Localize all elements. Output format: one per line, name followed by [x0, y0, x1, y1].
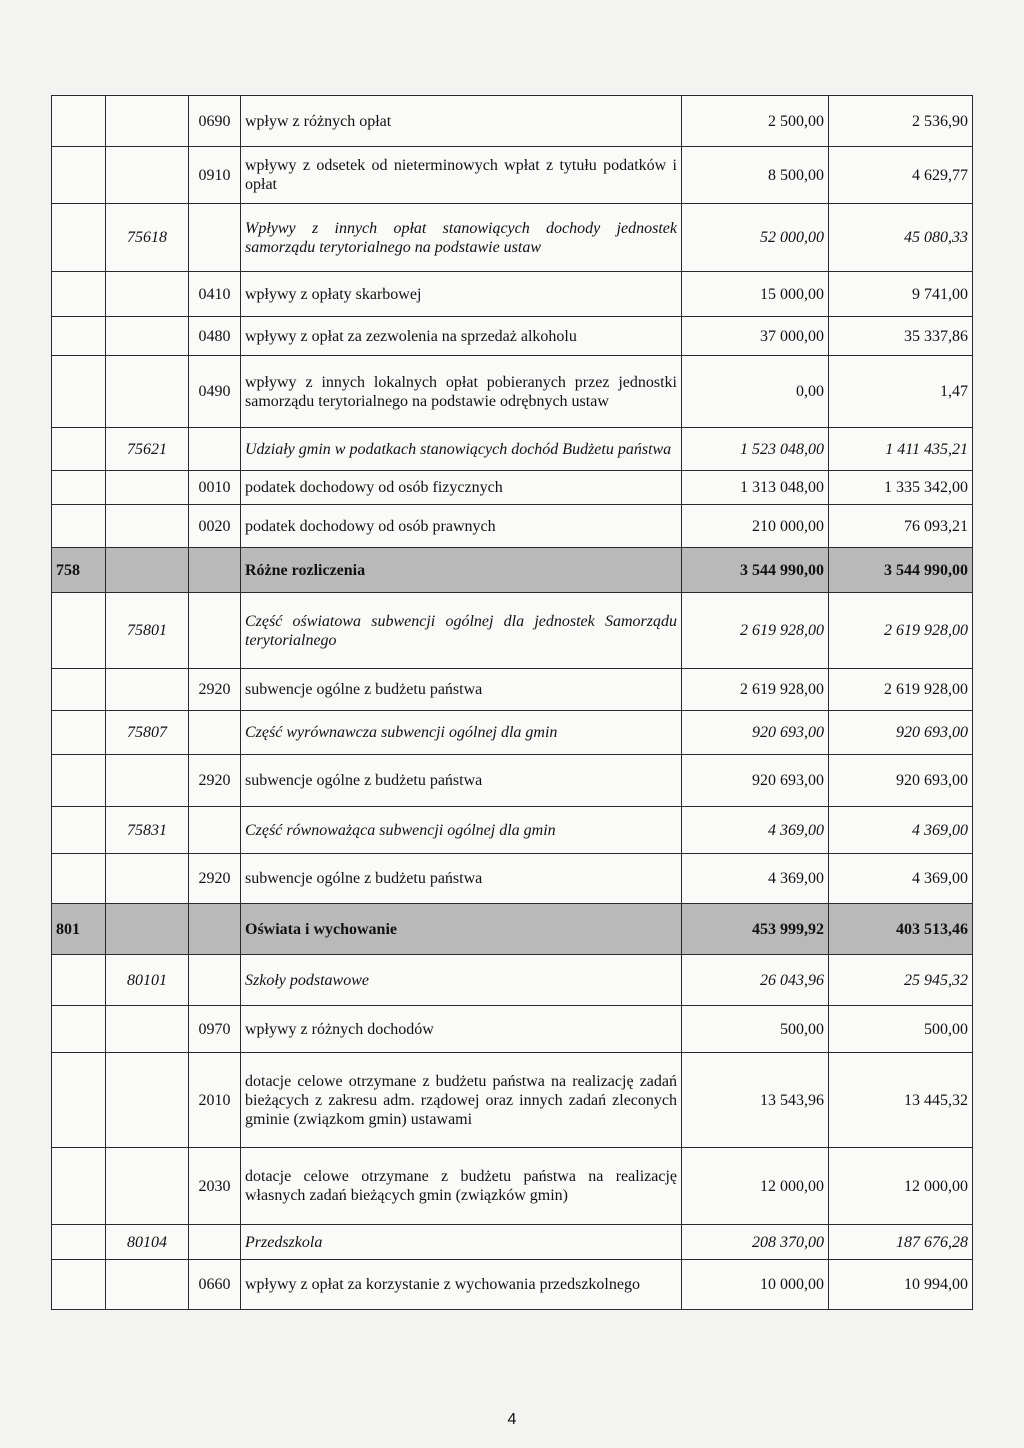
rozdzial-cell	[106, 1148, 189, 1225]
dzial-cell	[52, 1260, 106, 1310]
plan-cell: 0,00	[682, 356, 829, 428]
table-row	[52, 204, 973, 272]
description-cell: wpływ z różnych opłat	[241, 96, 682, 147]
paragraf-cell: 0910	[189, 147, 241, 204]
description-cell: wpływy z odsetek od nieterminowych wpłat z tytułu podatków i opłat	[241, 147, 682, 204]
plan-cell: 8 500,00	[682, 147, 829, 204]
description-cell: wpływy z opłat za zezwolenia na sprzedaż alkoholu	[241, 317, 682, 356]
paragraf-cell: 2920	[189, 669, 241, 711]
plan-cell: 208 370,00	[682, 1225, 829, 1260]
rozdzial-cell	[106, 755, 189, 807]
execution-cell: 10 994,00	[829, 1260, 973, 1310]
dzial-cell	[52, 471, 106, 505]
paragraf-cell	[189, 1225, 241, 1260]
rozdzial-cell	[106, 505, 189, 548]
dzial-cell	[52, 147, 106, 204]
execution-cell: 403 513,46	[829, 904, 973, 955]
description-cell: Przedszkola	[241, 1225, 682, 1260]
rozdzial-cell: 75807	[106, 711, 189, 755]
rozdzial-cell	[106, 317, 189, 356]
table-row	[52, 471, 973, 505]
plan-cell: 3 544 990,00	[682, 548, 829, 593]
execution-cell: 1 335 342,00	[829, 471, 973, 505]
execution-cell: 45 080,33	[829, 204, 973, 272]
dzial-cell	[52, 505, 106, 548]
table-row	[52, 755, 973, 807]
table-row	[52, 428, 973, 471]
table-row	[52, 593, 973, 669]
description-cell: Wpływy z innych opłat stanowiących dochody jednostek samorządu terytorialnego na podstawie ustaw	[241, 204, 682, 272]
execution-cell: 920 693,00	[829, 755, 973, 807]
plan-cell: 1 313 048,00	[682, 471, 829, 505]
dzial-cell	[52, 1053, 106, 1148]
dzial-cell	[52, 755, 106, 807]
paragraf-cell	[189, 593, 241, 669]
description-cell: subwencje ogólne z budżetu państwa	[241, 669, 682, 711]
execution-cell: 13 445,32	[829, 1053, 973, 1148]
table-row	[52, 669, 973, 711]
rozdzial-cell: 75801	[106, 593, 189, 669]
plan-cell: 37 000,00	[682, 317, 829, 356]
plan-cell: 4 369,00	[682, 854, 829, 904]
rozdzial-cell: 75618	[106, 204, 189, 272]
plan-cell: 453 999,92	[682, 904, 829, 955]
execution-cell: 4 369,00	[829, 854, 973, 904]
rozdzial-cell: 75621	[106, 428, 189, 471]
plan-cell: 2 619 928,00	[682, 669, 829, 711]
execution-cell: 12 000,00	[829, 1148, 973, 1225]
rozdzial-cell	[106, 669, 189, 711]
rozdzial-cell: 80104	[106, 1225, 189, 1260]
paragraf-cell: 0690	[189, 96, 241, 147]
execution-cell: 25 945,32	[829, 955, 973, 1006]
execution-cell: 1 411 435,21	[829, 428, 973, 471]
rozdzial-cell	[106, 356, 189, 428]
table-row	[52, 147, 973, 204]
description-cell: wpływy z opłat za korzystanie z wychowania przedszkolnego	[241, 1260, 682, 1310]
dzial-cell	[52, 669, 106, 711]
rozdzial-cell	[106, 904, 189, 955]
description-cell: dotacje celowe otrzymane z budżetu państwa na realizację własnych zadań bieżących gmin (związków gmin)	[241, 1148, 682, 1225]
plan-cell: 920 693,00	[682, 711, 829, 755]
plan-cell: 500,00	[682, 1006, 829, 1053]
rozdzial-cell	[106, 1260, 189, 1310]
rozdzial-cell	[106, 854, 189, 904]
paragraf-cell	[189, 548, 241, 593]
paragraf-cell	[189, 807, 241, 854]
paragraf-cell: 2030	[189, 1148, 241, 1225]
rozdzial-cell: 75831	[106, 807, 189, 854]
plan-cell: 12 000,00	[682, 1148, 829, 1225]
execution-cell: 187 676,28	[829, 1225, 973, 1260]
dzial-cell	[52, 272, 106, 317]
execution-cell: 2 619 928,00	[829, 593, 973, 669]
execution-cell: 500,00	[829, 1006, 973, 1053]
rozdzial-cell	[106, 1006, 189, 1053]
description-cell: Oświata i wychowanie	[241, 904, 682, 955]
table-row	[52, 854, 973, 904]
description-cell: Szkoły podstawowe	[241, 955, 682, 1006]
dzial-cell	[52, 955, 106, 1006]
execution-cell: 2 619 928,00	[829, 669, 973, 711]
paragraf-cell: 2920	[189, 854, 241, 904]
paragraf-cell	[189, 428, 241, 471]
dzial-cell	[52, 593, 106, 669]
description-cell: Udziały gmin w podatkach stanowiących dochód Budżetu państwa	[241, 428, 682, 471]
plan-cell: 1 523 048,00	[682, 428, 829, 471]
description-cell: wpływy z opłaty skarbowej	[241, 272, 682, 317]
dzial-cell	[52, 807, 106, 854]
table-row	[52, 1225, 973, 1260]
plan-cell: 10 000,00	[682, 1260, 829, 1310]
table-row	[52, 1148, 973, 1225]
dzial-cell	[52, 356, 106, 428]
plan-cell: 15 000,00	[682, 272, 829, 317]
paragraf-cell: 0490	[189, 356, 241, 428]
paragraf-cell	[189, 711, 241, 755]
paragraf-cell: 0480	[189, 317, 241, 356]
plan-cell: 26 043,96	[682, 955, 829, 1006]
execution-cell: 35 337,86	[829, 317, 973, 356]
plan-cell: 920 693,00	[682, 755, 829, 807]
paragraf-cell: 0410	[189, 272, 241, 317]
table-row	[52, 505, 973, 548]
paragraf-cell: 2010	[189, 1053, 241, 1148]
rozdzial-cell	[106, 1053, 189, 1148]
description-cell: wpływy z różnych dochodów	[241, 1006, 682, 1053]
execution-cell: 76 093,21	[829, 505, 973, 548]
description-cell: Część wyrównawcza subwencji ogólnej dla gmin	[241, 711, 682, 755]
paragraf-cell	[189, 204, 241, 272]
rozdzial-cell	[106, 96, 189, 147]
paragraf-cell	[189, 904, 241, 955]
dzial-cell	[52, 1225, 106, 1260]
dzial-cell	[52, 96, 106, 147]
table-row	[52, 807, 973, 854]
description-cell: subwencje ogólne z budżetu państwa	[241, 854, 682, 904]
execution-cell: 9 741,00	[829, 272, 973, 317]
dzial-cell	[52, 854, 106, 904]
description-cell: wpływy z innych lokalnych opłat pobieranych przez jednostki samorządu terytorialnego na podstawie odrębnych ustaw	[241, 356, 682, 428]
plan-cell: 2 619 928,00	[682, 593, 829, 669]
description-cell: podatek dochodowy od osób fizycznych	[241, 471, 682, 505]
dzial-cell	[52, 1148, 106, 1225]
budget-income-table	[51, 95, 973, 1310]
plan-cell: 4 369,00	[682, 807, 829, 854]
execution-cell: 920 693,00	[829, 711, 973, 755]
execution-cell: 4 629,77	[829, 147, 973, 204]
dzial-cell: 758	[52, 548, 106, 593]
dzial-cell: 801	[52, 904, 106, 955]
table-row	[52, 1053, 973, 1148]
dzial-cell	[52, 1006, 106, 1053]
execution-cell: 4 369,00	[829, 807, 973, 854]
table-row	[52, 1260, 973, 1310]
dzial-cell	[52, 711, 106, 755]
description-cell: podatek dochodowy od osób prawnych	[241, 505, 682, 548]
rozdzial-cell	[106, 272, 189, 317]
paragraf-cell: 0660	[189, 1260, 241, 1310]
table-row	[52, 1006, 973, 1053]
dzial-cell	[52, 204, 106, 272]
plan-cell: 210 000,00	[682, 505, 829, 548]
execution-cell: 1,47	[829, 356, 973, 428]
paragraf-cell: 0020	[189, 505, 241, 548]
execution-cell: 2 536,90	[829, 96, 973, 147]
table-row	[52, 711, 973, 755]
description-cell: subwencje ogólne z budżetu państwa	[241, 755, 682, 807]
description-cell: Różne rozliczenia	[241, 548, 682, 593]
rozdzial-cell	[106, 147, 189, 204]
plan-cell: 13 543,96	[682, 1053, 829, 1148]
paragraf-cell	[189, 955, 241, 1006]
paragraf-cell: 2920	[189, 755, 241, 807]
section-row	[52, 904, 973, 955]
paragraf-cell: 0010	[189, 471, 241, 505]
rozdzial-cell	[106, 471, 189, 505]
table-row	[52, 356, 973, 428]
table-row	[52, 96, 973, 147]
plan-cell: 52 000,00	[682, 204, 829, 272]
table-row	[52, 317, 973, 356]
rozdzial-cell	[106, 548, 189, 593]
description-cell: dotacje celowe otrzymane z budżetu państwa na realizację zadań bieżących z zakresu adm. rządowej oraz innych zadań zleconych gminie (związkom gmin) ustawami	[241, 1053, 682, 1148]
table-row	[52, 955, 973, 1006]
rozdzial-cell: 80101	[106, 955, 189, 1006]
execution-cell: 3 544 990,00	[829, 548, 973, 593]
description-cell: Część oświatowa subwencji ogólnej dla jednostek Samorządu terytorialnego	[241, 593, 682, 669]
plan-cell: 2 500,00	[682, 96, 829, 147]
description-cell: Część równoważąca subwencji ogólnej dla gmin	[241, 807, 682, 854]
section-row	[52, 548, 973, 593]
table-row	[52, 272, 973, 317]
paragraf-cell: 0970	[189, 1006, 241, 1053]
dzial-cell	[52, 428, 106, 471]
dzial-cell	[52, 317, 106, 356]
page-number: 4	[507, 1411, 517, 1428]
